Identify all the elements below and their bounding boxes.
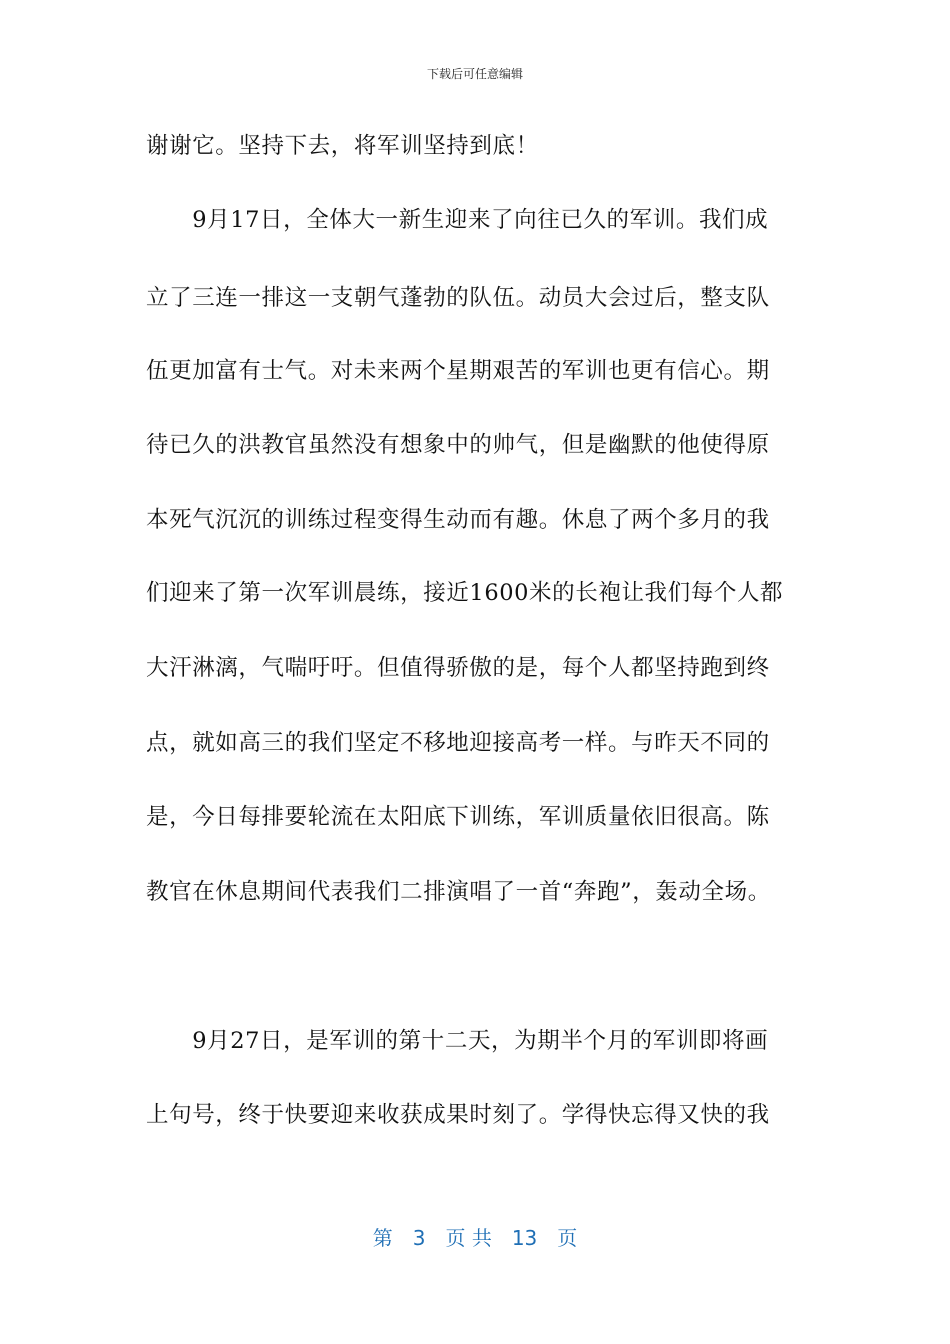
text-line: 9月27日，是军训的第十二天，为期半个月的军训即将画 — [146, 1028, 769, 1054]
text-line: 伍更加富有士气。对未来两个星期艰苦的军训也更有信心。期 — [146, 358, 770, 384]
text-line: 是，今日每排要轮流在太阳底下训练，军训质量依旧很高。陈 — [146, 804, 770, 830]
text-line: 上句号，终于快要迎来收获成果时刻了。学得快忘得又快的我 — [146, 1102, 770, 1128]
text-line: 教官在休息期间代表我们二排演唱了一首“奔跑”，轰动全场。 — [146, 879, 771, 905]
page-header: 下载后可任意编辑 — [426, 67, 523, 81]
text-line: 立了三连一排这一支朝气蓬勃的队伍。动员大会过后，整支队 — [146, 285, 770, 311]
text-line: 们迎来了第一次军训晨练，接近1600米的长袍让我们每个人都 — [146, 580, 784, 606]
text-line: 9月17日，全体大一新生迎来了向往已久的军训。我们成 — [146, 207, 769, 233]
text-line: 点，就如高三的我们坚定不移地迎接高考一样。与昨天不同的 — [146, 730, 770, 756]
text-line: 本死气沉沉的训练过程变得生动而有趣。休息了两个多月的我 — [146, 507, 770, 533]
text-line: 大汗淋漓，气喘吁吁。但值得骄傲的是，每个人都坚持跑到终 — [146, 655, 770, 681]
text-line: 待已久的洪教官虽然没有想象中的帅气，但是幽默的他使得原 — [146, 432, 770, 458]
text-line: 谢谢它。坚持下去，将军训坚持到底！ — [146, 133, 539, 159]
page-footer: 第 3 页 共 13 页 — [372, 1226, 578, 1250]
